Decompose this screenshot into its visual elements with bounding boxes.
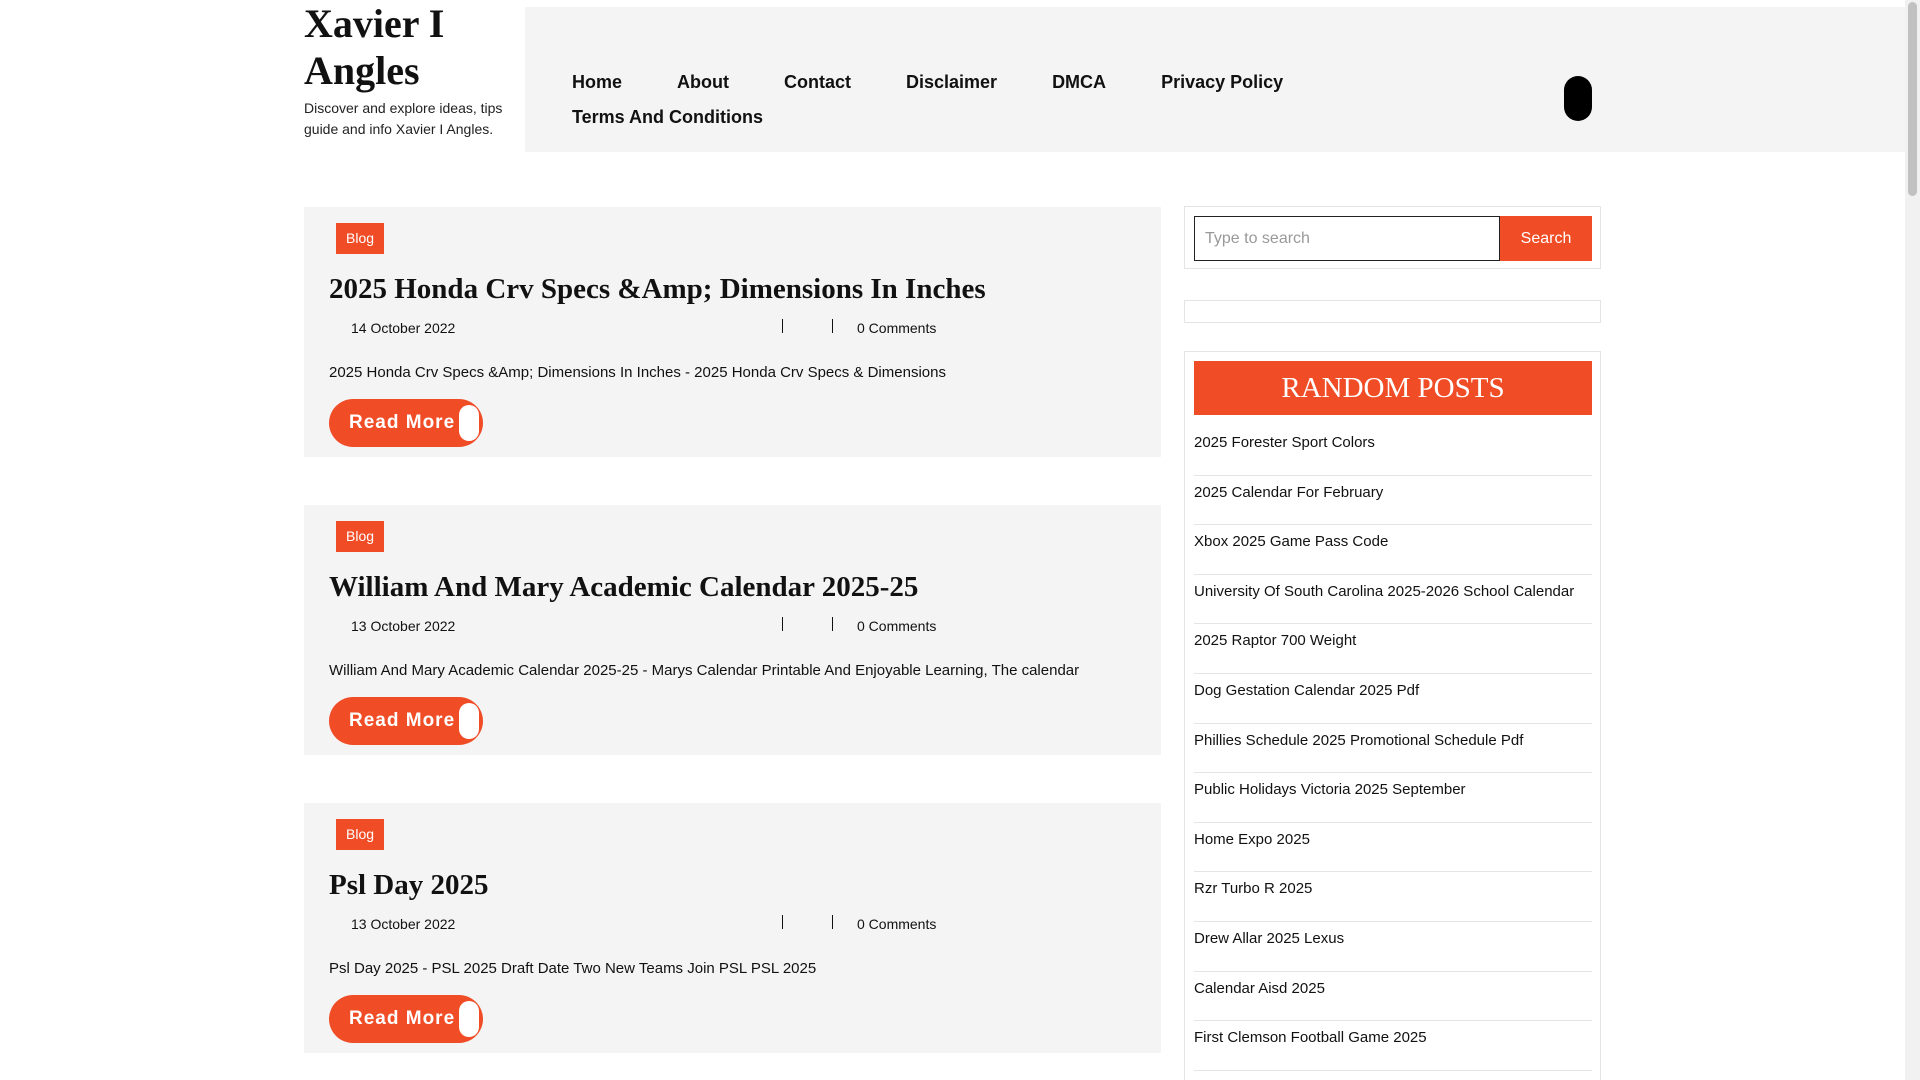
nav-item-privacy-policy[interactable]: Privacy Policy [1161, 72, 1284, 92]
random-post-link[interactable]: 2025 Raptor 700 Weight [1194, 624, 1592, 674]
read-more-label: Read More [349, 1008, 456, 1029]
random-post-link[interactable]: Rzr Turbo R 2025 [1194, 872, 1592, 922]
page-scrollbar[interactable] [1905, 0, 1920, 1080]
meta-divider [832, 319, 833, 333]
random-post-link[interactable]: 2025 Calendar For February [1194, 476, 1592, 526]
category-badge[interactable]: Blog [336, 521, 384, 552]
post-card [304, 803, 1161, 1053]
post-date[interactable]: 13 October 2022 [351, 618, 456, 634]
site-description: Discover and explore ideas, tips guide and info Xavier I Angles. [304, 100, 503, 137]
search-button[interactable]: Search [1500, 216, 1592, 261]
read-more-label: Read More [349, 710, 456, 731]
post-date[interactable]: 14 October 2022 [351, 320, 456, 336]
nav-item-disclaimer[interactable]: Disclaimer [906, 72, 998, 92]
post-comments[interactable]: 0 Comments [857, 618, 937, 634]
random-post-link[interactable]: Drew Allar 2025 Lexus [1194, 922, 1592, 972]
random-post-link[interactable]: Phillies Schedule 2025 Promotional Schedule Pdf [1194, 724, 1592, 774]
random-post-link[interactable]: Home Expo 2025 [1194, 823, 1592, 873]
category-badge[interactable]: Blog [336, 223, 384, 254]
random-post-link[interactable]: First Clemson Football Game 2025 [1194, 1021, 1592, 1071]
nav-item-about[interactable]: About [677, 72, 729, 92]
search-widget [1184, 206, 1601, 269]
search-input[interactable] [1194, 216, 1500, 261]
post-title[interactable]: Psl Day 2025 [329, 869, 489, 901]
post-title[interactable]: 2025 Honda Crv Specs &Amp; Dimensions In Inches [329, 273, 986, 305]
post-excerpt: William And Mary Academic Calendar 2025-25 - Marys Calendar Printable And Enjoyable Learning, The calendar [329, 662, 1080, 679]
nav-item-dmca[interactable]: DMCA [1052, 72, 1107, 92]
random-post-link[interactable]: Calendar Aisd 2025 [1194, 972, 1592, 1022]
nav-item-home[interactable]: Home [572, 72, 623, 92]
arrow-icon [459, 405, 479, 441]
post-excerpt: 2025 Honda Crv Specs &Amp; Dimensions In Inches - 2025 Honda Crv Specs & Dimensions [329, 364, 946, 381]
scrollbar-thumb[interactable] [1908, 2, 1917, 196]
read-more-label: Read More [349, 412, 456, 433]
read-more-button[interactable] [329, 697, 483, 745]
meta-divider [782, 915, 783, 929]
meta-divider [832, 915, 833, 929]
category-badge[interactable]: Blog [336, 819, 384, 850]
random-post-link[interactable]: Dog Gestation Calendar 2025 Pdf [1194, 674, 1592, 724]
nav-item-contact[interactable]: Contact [784, 72, 851, 92]
meta-divider [782, 617, 783, 631]
empty-widget [1184, 300, 1601, 323]
arrow-icon [459, 703, 479, 739]
random-post-link[interactable]: University Of South Carolina 2025-2026 School Calendar [1194, 575, 1592, 625]
random-post-link[interactable]: 2025 Forester Sport Colors [1194, 426, 1592, 476]
post-title[interactable]: William And Mary Academic Calendar 2025-25 [329, 571, 919, 603]
post-excerpt: Psl Day 2025 - PSL 2025 Draft Date Two New Teams Join PSL PSL 2025 [329, 960, 817, 977]
site-branding [304, 0, 514, 140]
main-navigation [525, 7, 1920, 152]
random-post-link[interactable]: Xbox 2025 Game Pass Code [1194, 525, 1592, 575]
random-posts-list [1194, 426, 1592, 1071]
post-comments[interactable]: 0 Comments [857, 320, 937, 336]
nav-item-terms[interactable]: Terms And Conditions [572, 107, 763, 127]
arrow-icon [459, 1001, 479, 1037]
menu-toggle-button[interactable] [1564, 76, 1592, 121]
random-posts-widget [1184, 351, 1601, 1080]
meta-divider [782, 319, 783, 333]
random-posts-heading: RANDOM POSTS [1194, 361, 1592, 415]
random-post-link[interactable]: Public Holidays Victoria 2025 September [1194, 773, 1592, 823]
site-title[interactable]: Xavier I Angles [304, 1, 445, 93]
post-comments[interactable]: 0 Comments [857, 916, 937, 932]
read-more-button[interactable] [329, 399, 483, 447]
nav-menu [572, 69, 1342, 131]
meta-divider [832, 617, 833, 631]
post-date[interactable]: 13 October 2022 [351, 916, 456, 932]
post-card [304, 207, 1161, 457]
post-card [304, 505, 1161, 755]
read-more-button[interactable] [329, 995, 483, 1043]
